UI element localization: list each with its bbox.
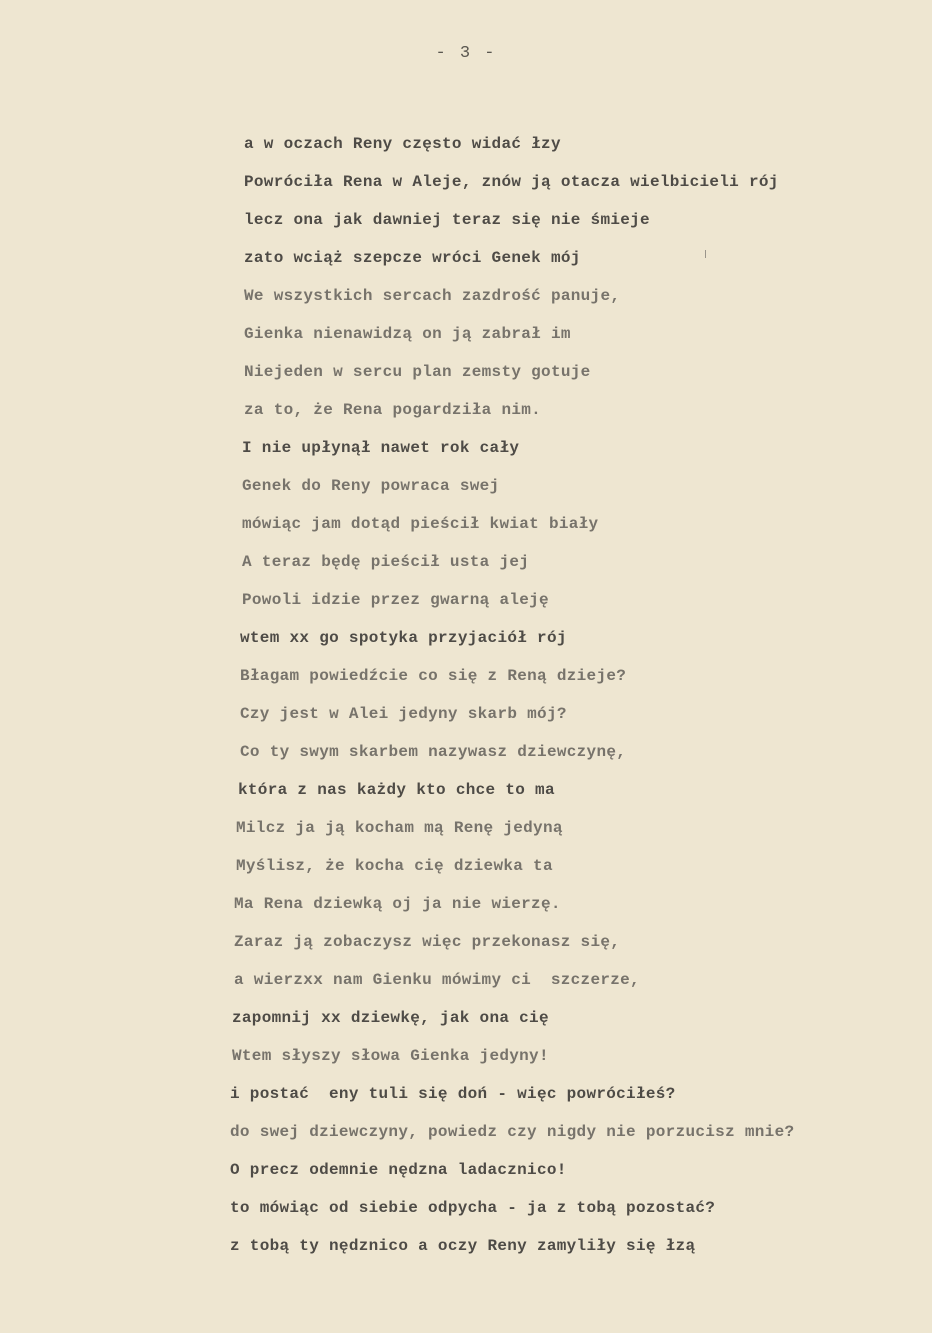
text-line: Powoli idzie przez gwarną aleję — [242, 591, 549, 609]
text-line: Czy jest w Alei jedyny skarb mój? — [240, 705, 567, 723]
text-line: O precz odemnie nędzna ladacznico! — [230, 1161, 567, 1179]
text-line: Zaraz ją zobaczysz więc przekonasz się, — [234, 933, 621, 951]
text-line: Błagam powiedźcie co się z Reną dzieje? — [240, 667, 627, 685]
text-line: Wtem słyszy słowa Gienka jedyny! — [232, 1047, 549, 1065]
text-line: za to, że Rena pogardziła nim. — [244, 401, 542, 419]
text-line: A teraz będę pieścił usta jej — [242, 553, 530, 571]
text-line: i postać eny tuli się doń - więc powróciłeś? — [230, 1085, 676, 1103]
text-line: Niejeden w sercu plan zemsty gotuje — [244, 363, 591, 381]
text-line: zapomnij xx dziewkę, jak ona cię — [232, 1009, 549, 1027]
text-line: lecz ona jak dawniej teraz się nie śmieje — [244, 211, 650, 229]
text-line: Milcz ja ją kocham mą Renę jedyną — [236, 819, 563, 837]
text-line: mówiąc jam dotąd pieścił kwiat biały — [242, 515, 599, 533]
text-line: z tobą ty nędznico a oczy Reny zamyliły się łzą — [230, 1237, 696, 1255]
text-line: Myślisz, że kocha cię dziewka ta — [236, 857, 553, 875]
text-line: Gienka nienawidzą on ją zabrał im — [244, 325, 571, 343]
stray-mark — [705, 250, 706, 258]
text-line: do swej dziewczyny, powiedz czy nigdy nie porzucisz mnie? — [230, 1123, 795, 1141]
text-line: Co ty swym skarbem nazywasz dziewczynę, — [240, 743, 627, 761]
text-line: która z nas każdy kto chce to ma — [238, 781, 555, 799]
text-line: Powróciła Rena w Aleje, znów ją otacza wielbicieli rój — [244, 173, 779, 191]
text-line: to mówiąc od siebie odpycha - ja z tobą pozostać? — [230, 1199, 716, 1217]
text-line: wtem xx go spotyka przyjaciół rój — [240, 629, 567, 647]
text-line: a w oczach Reny często widać łzy — [244, 135, 561, 153]
text-line: zato wciąż szepcze wróci Genek mój — [244, 249, 581, 267]
text-line: Genek do Reny powraca swej — [242, 477, 500, 495]
text-line: I nie upłynął nawet rok cały — [242, 439, 520, 457]
text-line: Ma Rena dziewką oj ja nie wierzę. — [234, 895, 561, 913]
text-line: We wszystkich sercach zazdrość panuje, — [244, 287, 621, 305]
page-number: - 3 - — [435, 44, 497, 63]
text-line: a wierzxx nam Gienku mówimy ci szczerze, — [234, 971, 640, 989]
